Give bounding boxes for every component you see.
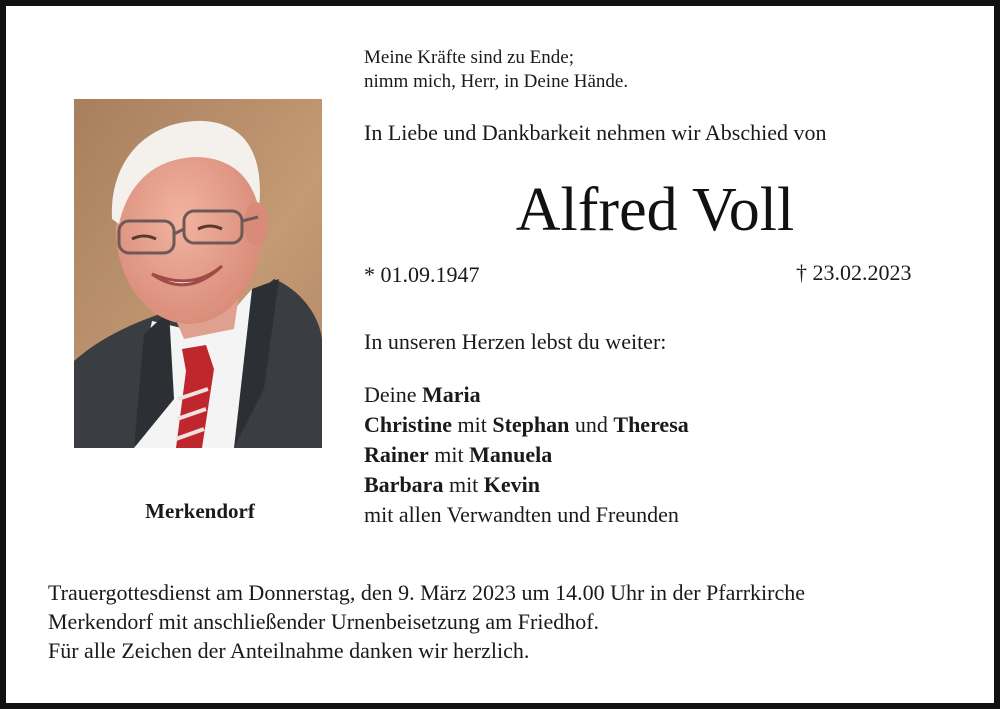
service-line-1: Trauergottesdienst am Donnerstag, den 9. März 2023 um 14.00 Uhr in der Pfarrkirche: [48, 580, 806, 605]
family-line-1: [364, 380, 689, 410]
family-list: [364, 380, 689, 530]
text-prefix: Deine: [364, 382, 423, 407]
remembrance-line: In unseren Herzen lebst du weiter:: [364, 329, 667, 354]
portrait-photo: [74, 99, 322, 448]
bible-verse: [364, 46, 628, 94]
family-line-5: mit allen Verwandten und Freunden: [364, 502, 679, 527]
portrait-illustration: [74, 99, 322, 448]
family-name: Stephan: [492, 412, 570, 437]
family-line-3: [364, 440, 689, 470]
family-name: Barbara: [364, 472, 444, 497]
service-information: [48, 578, 805, 665]
birth-date: * 01.09.1947: [364, 262, 480, 287]
connector-text: mit: [428, 442, 470, 467]
connector-text: mit: [452, 412, 493, 437]
family-name: Maria: [422, 382, 481, 407]
death-date: † 23.02.2023: [796, 260, 912, 285]
service-line-2: Merkendorf mit anschließender Urnenbeisetzung am Friedhof.: [48, 609, 600, 634]
hometown-label: Merkendorf: [145, 499, 255, 523]
service-line-3: Für alle Zeichen der Anteilnahme danken wir herzlich.: [48, 638, 530, 663]
connector-text: und: [569, 412, 614, 437]
family-name: Theresa: [613, 412, 689, 437]
deceased-name: Alfred Voll: [515, 176, 795, 244]
farewell-intro: In Liebe und Dankbarkeit nehmen wir Abschied von: [364, 120, 827, 145]
family-name: Christine: [364, 412, 452, 437]
family-name: Rainer: [364, 442, 429, 467]
family-name: Kevin: [483, 472, 541, 497]
family-line-4: [364, 470, 689, 500]
family-name: Manuela: [469, 442, 553, 467]
verse-line-1: Meine Kräfte sind zu Ende;: [364, 47, 574, 68]
verse-line-2: nimm mich, Herr, in Deine Hände.: [364, 71, 629, 92]
family-line-2: [364, 410, 689, 440]
connector-text: mit: [443, 472, 484, 497]
